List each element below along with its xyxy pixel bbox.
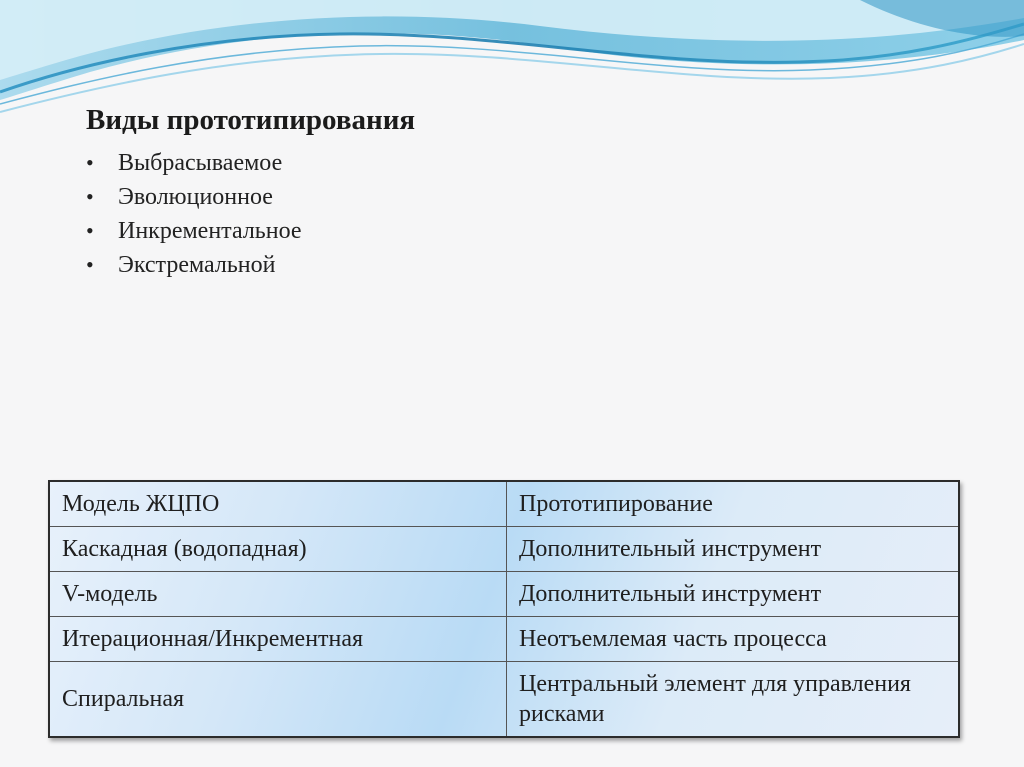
table-cell-prototyping: Дополнительный инструмент xyxy=(507,526,960,571)
bullet-icon: • xyxy=(86,252,94,277)
list-item xyxy=(86,214,946,248)
lifecycle-prototyping-table xyxy=(48,480,960,738)
slide-heading: Виды прототипирования xyxy=(86,104,416,136)
list-item xyxy=(86,180,946,214)
table-cell-model: V-модель xyxy=(49,571,507,616)
prototyping-types-list xyxy=(86,146,946,282)
list-item xyxy=(86,146,946,180)
list-item-label: Инкрементальное xyxy=(118,218,302,244)
table-cell-model: Спиральная xyxy=(49,661,507,737)
table-cell-prototyping: Центральный элемент для управления рисками xyxy=(507,661,960,737)
table-cell-model: Итерационная/Инкрементная xyxy=(49,616,507,661)
table-cell-prototyping: Прототипирование xyxy=(507,481,960,526)
bullet-icon: • xyxy=(86,218,94,243)
table-row xyxy=(49,571,959,616)
table-header-row xyxy=(49,481,959,526)
slide-content xyxy=(86,100,946,282)
list-item-label: Эволюционное xyxy=(118,184,273,210)
table-row xyxy=(49,616,959,661)
table-cell-model: Каскадная (водопадная) xyxy=(49,526,507,571)
bullet-icon: • xyxy=(86,150,94,175)
table-cell-prototyping: Неотъемлемая часть процесса xyxy=(507,616,960,661)
table-row xyxy=(49,526,959,571)
list-item xyxy=(86,248,946,282)
bullet-icon: • xyxy=(86,184,94,209)
list-item-label: Выбрасываемое xyxy=(118,150,283,176)
lifecycle-table-container xyxy=(48,480,960,738)
table-cell-model: Модель ЖЦПО xyxy=(49,481,507,526)
table-cell-prototyping: Дополнительный инструмент xyxy=(507,571,960,616)
table-row xyxy=(49,661,959,737)
list-item-label: Экстремальной xyxy=(118,252,276,278)
